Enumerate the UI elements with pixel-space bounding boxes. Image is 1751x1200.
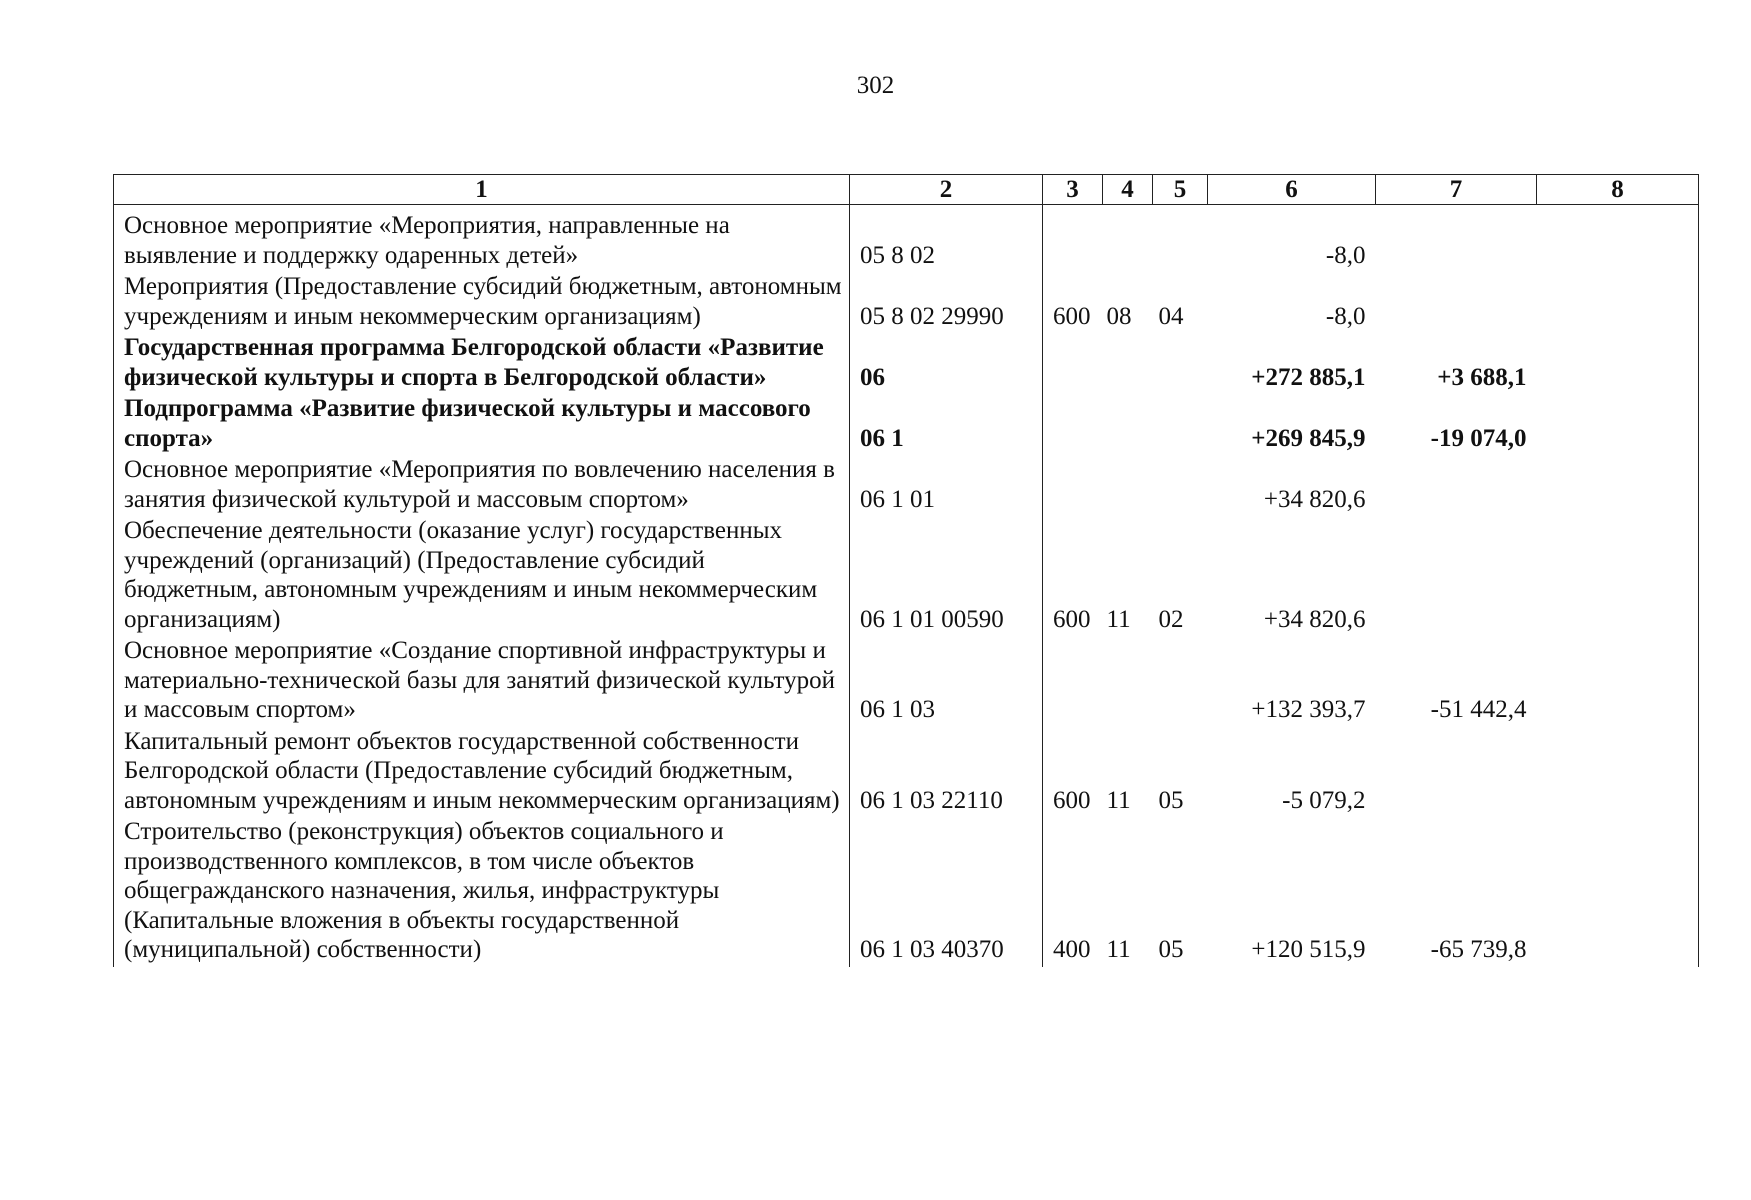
row-value-col7: -19 074,0: [1430, 424, 1527, 452]
row-name: Капитальный ремонт объектов государственной собственности Белгородской области (Предоставление субсидий бюджетным, автономным учреждениям и иным некоммерческим организациям): [114, 727, 850, 818]
table-row: [114, 394, 1699, 455]
row-value-col6: +269 845,9: [1251, 424, 1366, 452]
row-name: Основное мероприятие «Мероприятия по вовлечению населения в занятия физической культурой и массовым спортом»: [114, 455, 850, 516]
row-value-col8: [1537, 727, 1699, 818]
row-code: 06 1 01: [850, 455, 1043, 516]
row-section: [1103, 455, 1153, 516]
row-subsection: [1153, 394, 1208, 455]
row-value-col8: [1537, 817, 1699, 967]
row-expense-type: [1043, 636, 1103, 727]
row-expense-type: 600: [1043, 272, 1103, 333]
row-code: 06 1: [850, 394, 1043, 455]
column-header-6: 6: [1208, 175, 1376, 205]
row-code: 06 1 03 40370: [850, 817, 1043, 967]
row-subsection: 05: [1158, 786, 1184, 814]
column-header-7: 7: [1376, 175, 1537, 205]
row-expense-type: [1043, 455, 1103, 516]
table-row: [114, 636, 1699, 727]
row-name: Мероприятия (Предоставление субсидий бюджетным, автономным учреждениям и иным некоммерческим организациям): [114, 272, 850, 333]
row-section: [1103, 205, 1153, 273]
row-value-col6: -8,0: [1325, 241, 1366, 269]
row-value-col7: -51 442,4: [1430, 696, 1527, 723]
table-header: [114, 175, 1699, 205]
row-value-col8: [1537, 394, 1699, 455]
row-section: [1103, 333, 1153, 394]
row-value-col8: [1537, 272, 1699, 333]
table-row: [114, 516, 1699, 636]
row-value-col7: [1376, 727, 1537, 818]
row-subsection: [1153, 333, 1208, 394]
row-subsection: [1153, 205, 1208, 273]
row-name: Подпрограмма «Развитие физической культуры и массового спорта»: [114, 394, 850, 455]
row-value-col7: [1376, 455, 1537, 516]
row-code: 05 8 02 29990: [850, 272, 1043, 333]
row-section: 11: [1106, 786, 1131, 814]
row-expense-type: 600: [1043, 516, 1103, 636]
row-subsection: 04: [1158, 302, 1184, 330]
row-name: Обеспечение деятельности (оказание услуг) государственных учреждений (организаций) (Предоставление субсидий бюджетным, автономным учреждениям и иным некоммерческим организациям): [114, 516, 850, 636]
table-row: [114, 333, 1699, 394]
table-row: [114, 817, 1699, 967]
row-value-col7: [1376, 205, 1537, 273]
column-header-1: 1: [114, 175, 850, 205]
row-expense-type: [1043, 333, 1103, 394]
column-header-3: 3: [1043, 175, 1103, 205]
row-section: [1103, 394, 1153, 455]
row-value-col8: [1537, 333, 1699, 394]
row-name: Строительство (реконструкция) объектов социального и производственного комплексов, в том числе объектов общегражданского назначения, жилья, инфраструктуры (Капитальные вложения в объекты государственной (муниципальной) собственности): [114, 817, 850, 967]
row-subsection: [1153, 636, 1208, 727]
table-row: [114, 455, 1699, 516]
row-code: 06: [850, 333, 1043, 394]
row-value-col6: +34 820,6: [1263, 605, 1366, 633]
row-value-col8: [1537, 636, 1699, 727]
row-value-col8: [1537, 205, 1699, 273]
row-subsection: 02: [1158, 605, 1184, 633]
row-expense-type: [1043, 205, 1103, 273]
row-code: 06 1 03 22110: [850, 727, 1043, 818]
row-value-col6: +272 885,1: [1251, 363, 1366, 391]
row-value-col6: +120 515,9: [1251, 936, 1366, 963]
row-code: 06 1 01 00590: [850, 516, 1043, 636]
row-subsection: 05: [1158, 936, 1184, 963]
row-code: 06 1 03: [850, 636, 1043, 727]
row-value-col7: [1376, 516, 1537, 636]
row-section: 11: [1106, 936, 1131, 963]
header-row: [114, 175, 1699, 205]
row-value-col6: +132 393,7: [1251, 696, 1366, 723]
row-section: [1103, 636, 1153, 727]
row-section: 08: [1106, 302, 1132, 330]
table-row: [114, 205, 1699, 273]
page-number: 302: [856, 72, 895, 99]
row-value-col7: [1376, 272, 1537, 333]
row-expense-type: [1043, 394, 1103, 455]
row-value-col6: -8,0: [1325, 302, 1366, 330]
column-header-5: 5: [1153, 175, 1208, 205]
table-body: [114, 205, 1699, 967]
row-name: Основное мероприятие «Мероприятия, направленные на выявление и поддержку одаренных детей»: [114, 205, 850, 273]
row-subsection: [1153, 455, 1208, 516]
column-header-4: 4: [1103, 175, 1153, 205]
row-expense-type: 600: [1043, 727, 1103, 818]
table-row: [114, 272, 1699, 333]
column-header-8: 8: [1537, 175, 1699, 205]
row-section: 11: [1106, 605, 1131, 633]
row-name: Основное мероприятие «Создание спортивной инфраструктуры и материально-технической базы для занятий физической культурой и массовым спортом»: [114, 636, 850, 727]
row-value-col6: -5 079,2: [1282, 786, 1366, 814]
row-value-col7: -65 739,8: [1430, 936, 1527, 963]
row-code: 05 8 02: [850, 205, 1043, 273]
row-value-col6: +34 820,6: [1263, 485, 1366, 513]
row-value-col8: [1537, 455, 1699, 516]
row-value-col8: [1537, 516, 1699, 636]
row-name: Государственная программа Белгородской области «Развитие физической культуры и спорта в Белгородской области»: [114, 333, 850, 394]
table-row: [114, 727, 1699, 818]
column-header-2: 2: [850, 175, 1043, 205]
row-value-col7: +3 688,1: [1437, 363, 1527, 391]
budget-table: [113, 174, 1699, 967]
row-expense-type: 400: [1043, 817, 1103, 967]
